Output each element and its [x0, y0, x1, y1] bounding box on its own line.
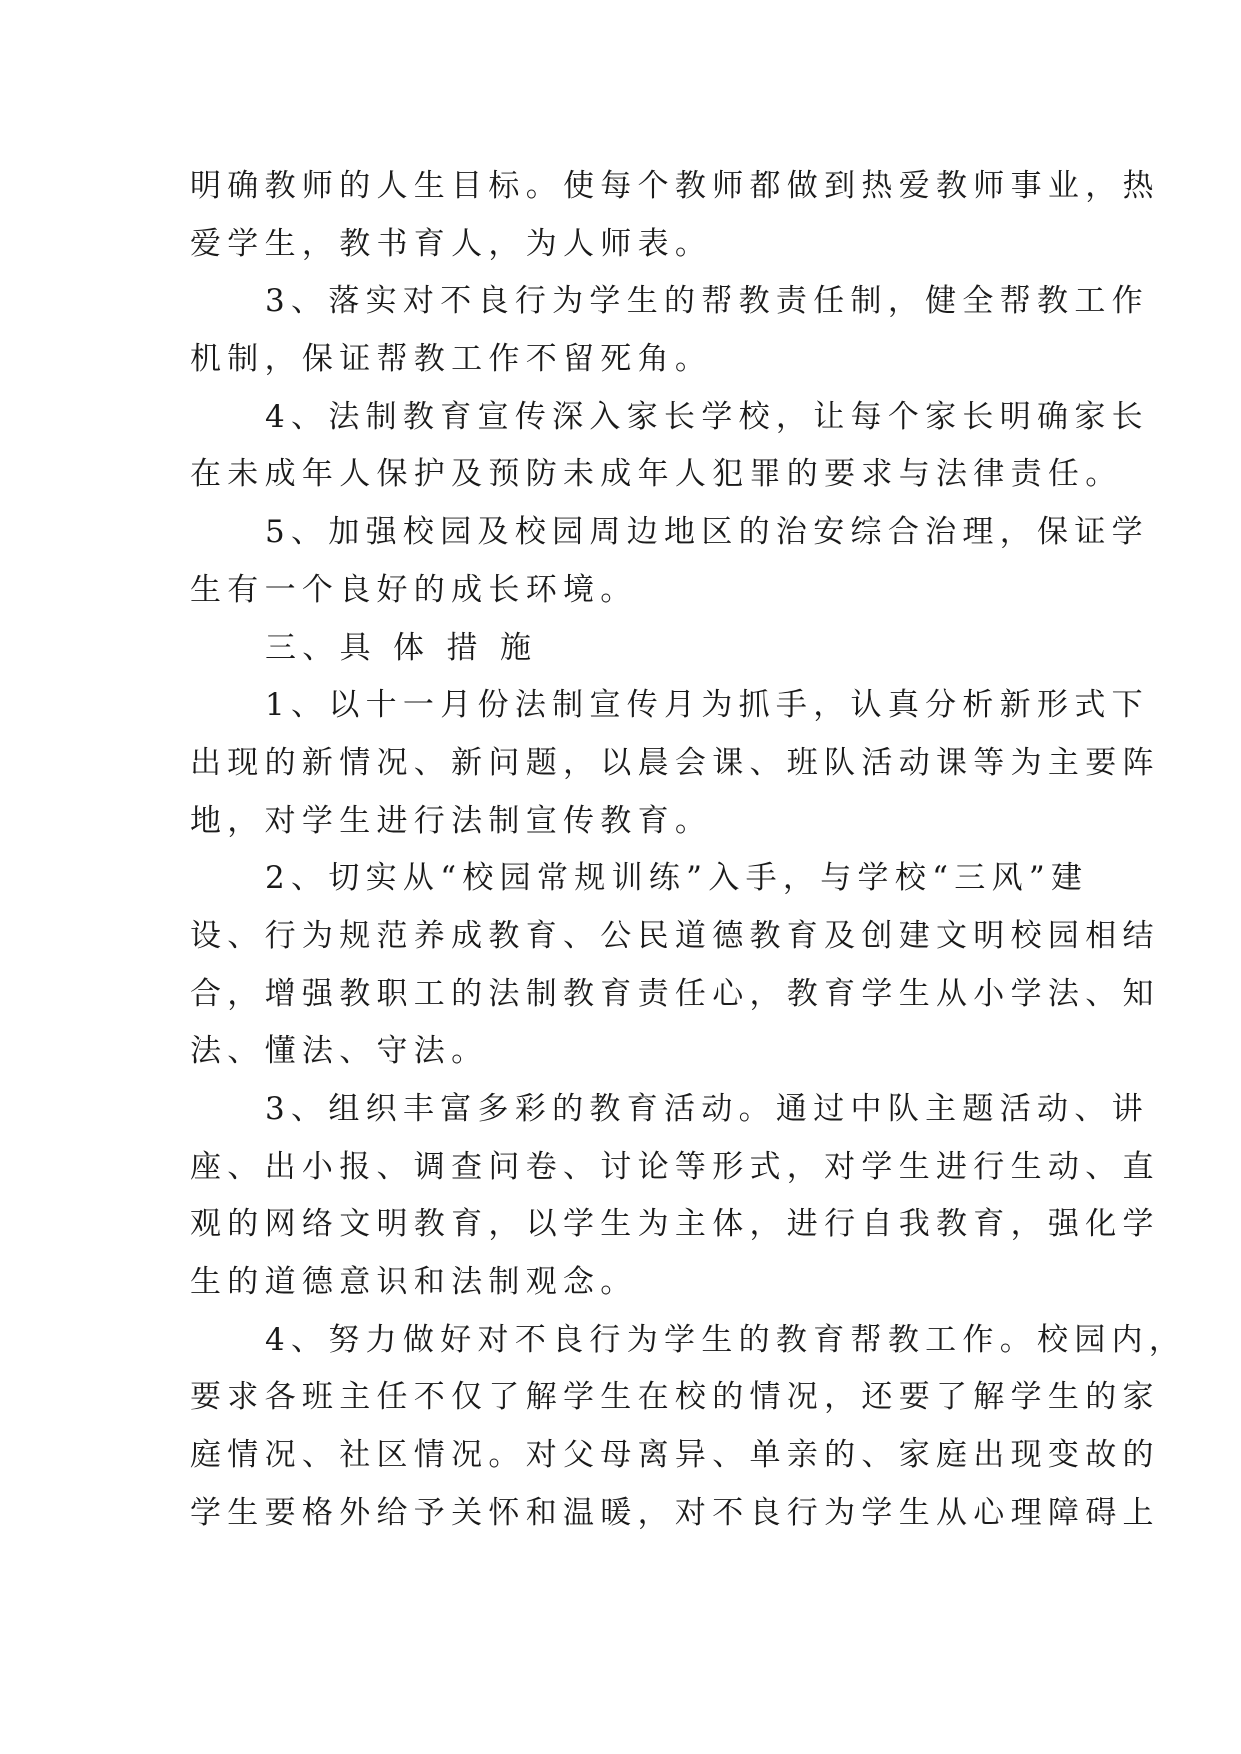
paragraph-start-line: 1、以十一月份法制宣传月为抓手，认真分析新形式下: [265, 687, 1149, 724]
paragraph-start-line: 3、组织丰富多彩的教育活动。通过中队主题活动、讲: [265, 1091, 1149, 1127]
text-line: 在未成年人保护及预防未成年人犯罪的要求与法律责任。: [190, 456, 1123, 493]
text-line: 合，增强教职工的法制教育责任心，教育学生从小学法、知: [190, 975, 1160, 1012]
paragraph-start-line: 4、法制教育宣传深入家长学校，让每个家长明确家长: [265, 398, 1149, 435]
paragraph-start-line: 3、落实对不良行为学生的帮教责任制，健全帮教工作: [265, 283, 1149, 320]
text-line: 庭情况、社区情况。对父母离异、单亲的、家庭出现变故的: [190, 1437, 1160, 1474]
text-line: 观的网络文明教育，以学生为主体，进行自我教育，强化学: [190, 1206, 1160, 1243]
text-line: 要求各班主任不仅了解学生在校的情况，还要了解学生的家: [190, 1379, 1160, 1416]
text-line: 明确教师的人生目标。使每个教师都做到热爱教师事业，热: [190, 168, 1160, 204]
text-line: 生的道德意识和法制观念。: [190, 1264, 638, 1301]
document-body: [190, 158, 1187, 1543]
text-line: 法、懂法、守法。: [190, 1033, 489, 1070]
text-line: 出现的新情况、新问题，以晨会课、班队活动课等为主要阵: [190, 744, 1160, 781]
text-line: 学生要格外给予关怀和温暖，对不良行为学生从心理障碍上: [190, 1494, 1160, 1531]
section-heading: 三、具 体 措 施: [265, 629, 538, 666]
paragraph-start-line: 5、加强校园及校园周边地区的治安综合治理，保证学: [265, 514, 1149, 551]
text-line: 爱学生，教书育人，为人师表。: [190, 225, 713, 262]
text-line: 生有一个良好的成长环境。: [190, 571, 638, 608]
text-line: 座、出小报、调查问卷、讨论等形式，对学生进行生动、直: [190, 1148, 1160, 1185]
text-line: 地，对学生进行法制宣传教育。: [190, 802, 713, 839]
text-line: 设、行为规范养成教育、公民道德教育及创建文明校园相结: [190, 917, 1160, 954]
paragraph-start-line: 4、努力做好对不良行为学生的教育帮教工作。校园内，: [265, 1321, 1187, 1358]
paragraph-start-line: 2、切实从“校园常规训练”入手，与学校“三风”建: [265, 860, 1089, 897]
text-line: 机制，保证帮教工作不留死角。: [190, 341, 713, 378]
